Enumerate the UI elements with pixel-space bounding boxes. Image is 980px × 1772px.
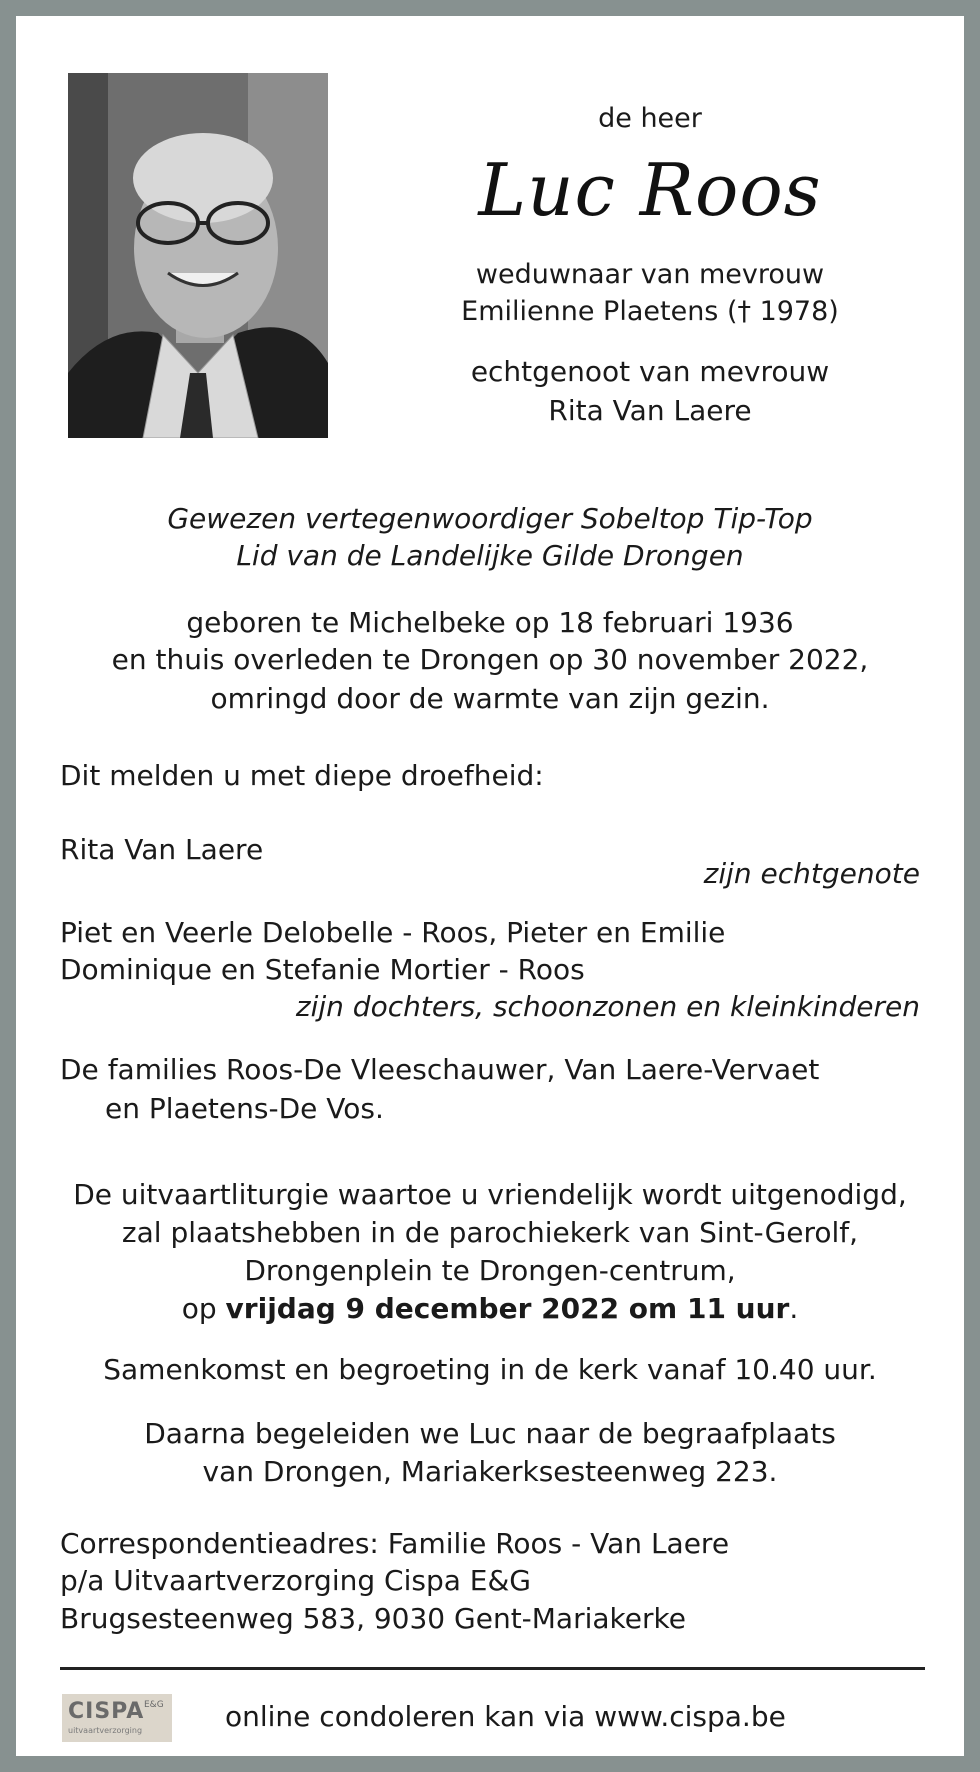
announcement: Dit melden u met diepe droefheid:	[60, 759, 544, 792]
cispa-logo	[62, 1694, 172, 1742]
funeral-line-1: De uitvaartliturgie waartoe u vriendelijk wordt uitgenodigd,	[73, 1178, 907, 1211]
logo-sup: E&G	[144, 1700, 164, 1710]
funeral-line-2: zal plaatshebben in de parochiekerk van Sint-Gerolf,	[121, 1216, 859, 1249]
widower-line-1: weduwnaar van mevrouw	[475, 259, 825, 290]
burial-line-1: Daarna begeleiden we Luc naar de begraafplaats	[144, 1417, 836, 1450]
honorific: de heer	[598, 103, 702, 134]
portrait-illustration	[68, 73, 328, 438]
occupation-line: Gewezen vertegenwoordiger Sobeltop Tip-Top	[167, 502, 813, 535]
children-line-2: Dominique en Stefanie Mortier - Roos	[60, 953, 585, 986]
correspondence-line-3: Brugsesteenweg 583, 9030 Gent-Mariakerke	[60, 1602, 686, 1635]
spouse-name: Rita Van Laere	[60, 833, 264, 866]
families-line-1: De families Roos-De Vleeschauwer, Van Laere-Vervaet	[60, 1053, 820, 1086]
widower-line-2: Emilienne Plaetens († 1978)	[461, 296, 839, 327]
funeral-date: vrijdag 9 december 2022 om 11 uur	[225, 1292, 790, 1325]
surrounded-line: omringd door de warmte van zijn gezin.	[210, 682, 770, 715]
funeral-line-3: Drongenplein te Drongen-centrum,	[244, 1254, 736, 1287]
footer-divider	[60, 1667, 925, 1670]
correspondence-line-2: p/a Uitvaartverzorging Cispa E&G	[60, 1564, 531, 1597]
funeral-date-suffix: .	[789, 1292, 799, 1325]
children-role: zijn dochters, schoonzonen en kleinkinderen	[295, 990, 920, 1023]
families-line-2: en Plaetens-De Vos.	[105, 1092, 384, 1125]
birth-line: geboren te Michelbeke op 18 februari 1936	[186, 606, 794, 639]
deceased-name: Luc Roos	[478, 148, 822, 232]
condolence-text: online condoleren kan via www.cispa.be	[225, 1700, 786, 1733]
portrait-photo	[68, 73, 328, 438]
burial-line-2: van Drongen, Mariakerksesteenweg 223.	[202, 1455, 778, 1488]
spouse-role: zijn echtgenote	[703, 857, 920, 890]
death-line: en thuis overleden te Drongen op 30 november 2022,	[111, 643, 869, 676]
logo-main: CISPA	[68, 1699, 145, 1724]
funeral-date-prefix: op	[181, 1292, 226, 1325]
spouse-line-1: echtgenoot van mevrouw	[470, 355, 830, 388]
membership-line: Lid van de Landelijke Gilde Drongen	[236, 539, 744, 572]
spouse-line-2: Rita Van Laere	[548, 394, 752, 427]
funeral-date-line	[30, 1290, 950, 1328]
gathering-line: Samenkomst en begroeting in de kerk vanaf 10.40 uur.	[103, 1353, 877, 1386]
correspondence-line-1: Correspondentieadres: Familie Roos - Van Laere	[60, 1527, 730, 1560]
children-line-1: Piet en Veerle Delobelle - Roos, Pieter en Emilie	[60, 916, 726, 949]
logo-sub: uitvaartverzorging	[68, 1726, 143, 1735]
